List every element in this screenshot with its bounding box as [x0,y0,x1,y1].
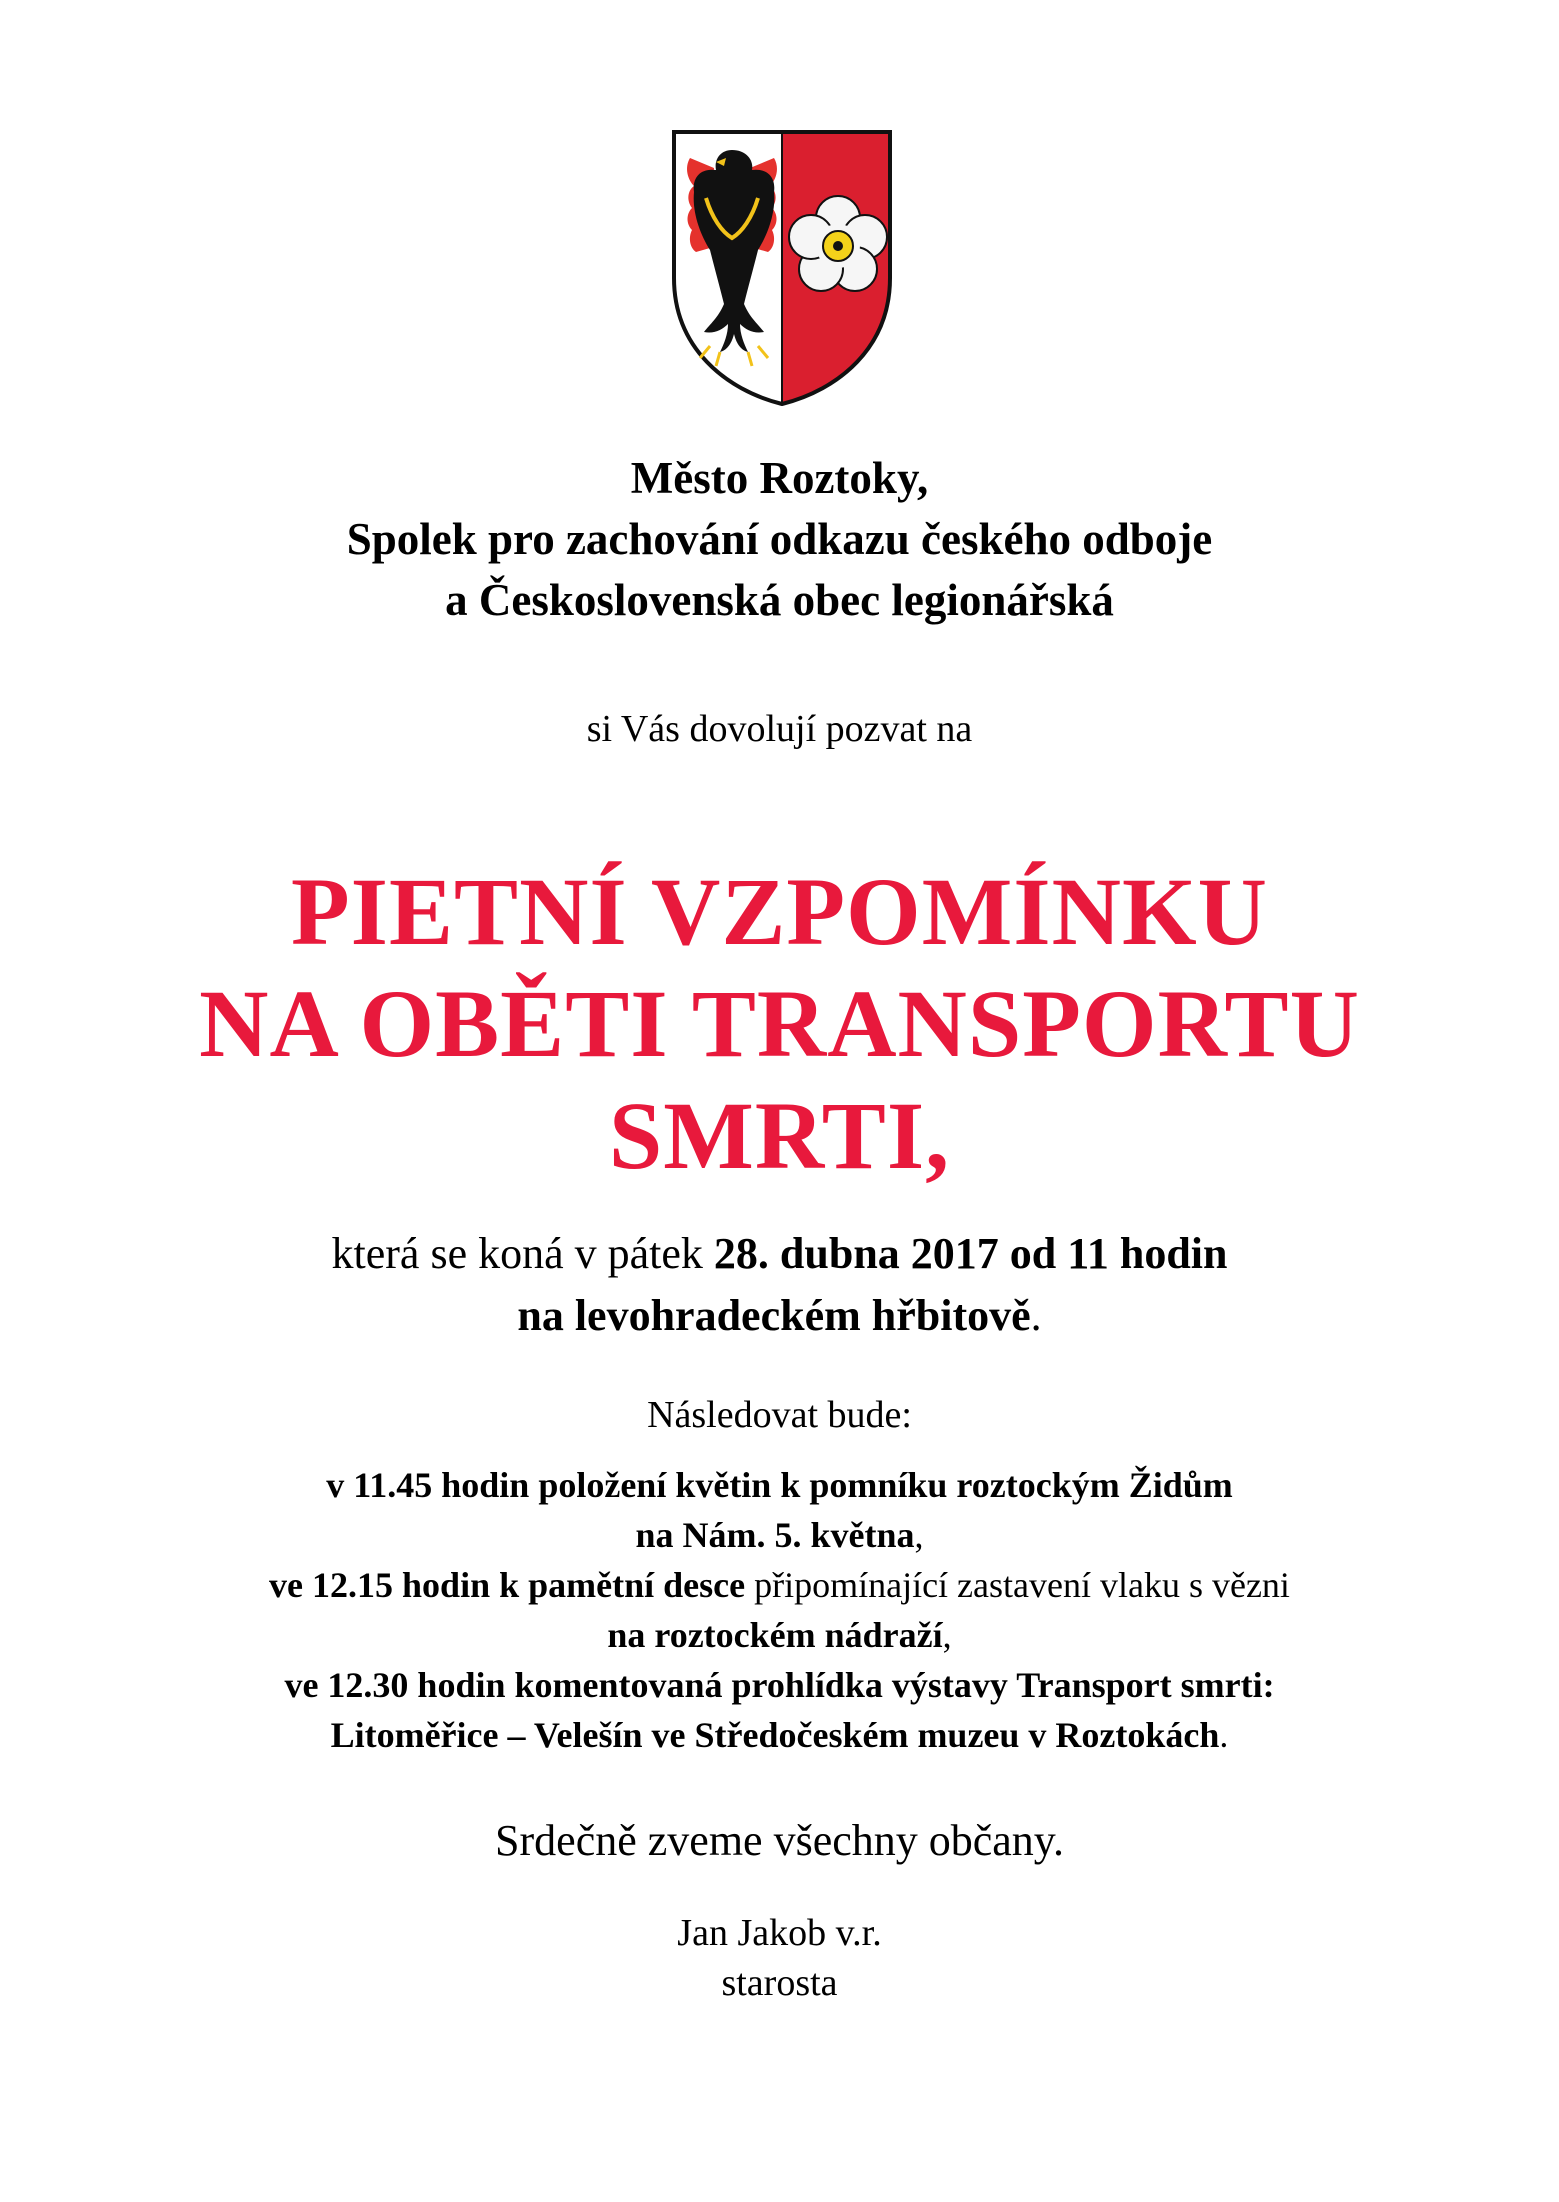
event-date: 28. dubna 2017 od 11 hodin [713,1229,1228,1278]
event-title [0,856,1559,1192]
title-line: PIETNÍ VZPOMÍNKU [291,858,1268,965]
signature [0,1908,1559,2008]
organizer-line: Spolek pro zachování odkazu českého odboje [346,514,1213,564]
program-list: v 11.45 hodin položení květin k pomníku roztockým Židům na Nám. 5. května, ve 12.15 hodin k pamětní desce připomínající zastavení vlaku s vězni na roztockém nádraží, ve 12.30 hodin komentovaná prohlídka výstavy Transport smrti: Litoměřice – Velešín ve Středočeském muzeu v Roztokách. [0,1460,1559,1760]
signatory-role: starosta [721,1962,838,2004]
program-item: ve 12.15 hodin k pamětní desce připomínající zastavení vlaku s vězni [269,1565,1290,1605]
program-item: ve 12.30 hodin komentovaná prohlídka výstavy Transport smrti: [284,1665,1275,1705]
date-intro: která se koná v pátek [331,1229,714,1278]
closing-text: Srdečně zveme všechny občany. [495,1816,1064,1865]
title-line: SMRTI, [608,1082,951,1189]
signatory-name: Jan Jakob v.r. [677,1912,882,1954]
event-place: na levohradeckém hřbitově [517,1291,1031,1340]
program-item: v 11.45 hodin položení květin k pomníku roztockým Židům [326,1465,1233,1505]
coat-of-arms-logo [670,128,894,408]
program-heading: Následovat bude: [647,1394,912,1436]
event-date-place: která se koná v pátek 28. dubna 2017 od 11 hodin na levohradeckém hřbitově. [331,1229,1228,1340]
organizers [0,448,1559,631]
organizer-line: Město Roztoky, [630,453,929,503]
invitation-text: si Vás dovolují pozvat na [586,708,973,750]
title-line: NA OBĚTI TRANSPORTU [199,970,1360,1077]
organizer-line: a Československá obec legionářská [445,575,1114,625]
